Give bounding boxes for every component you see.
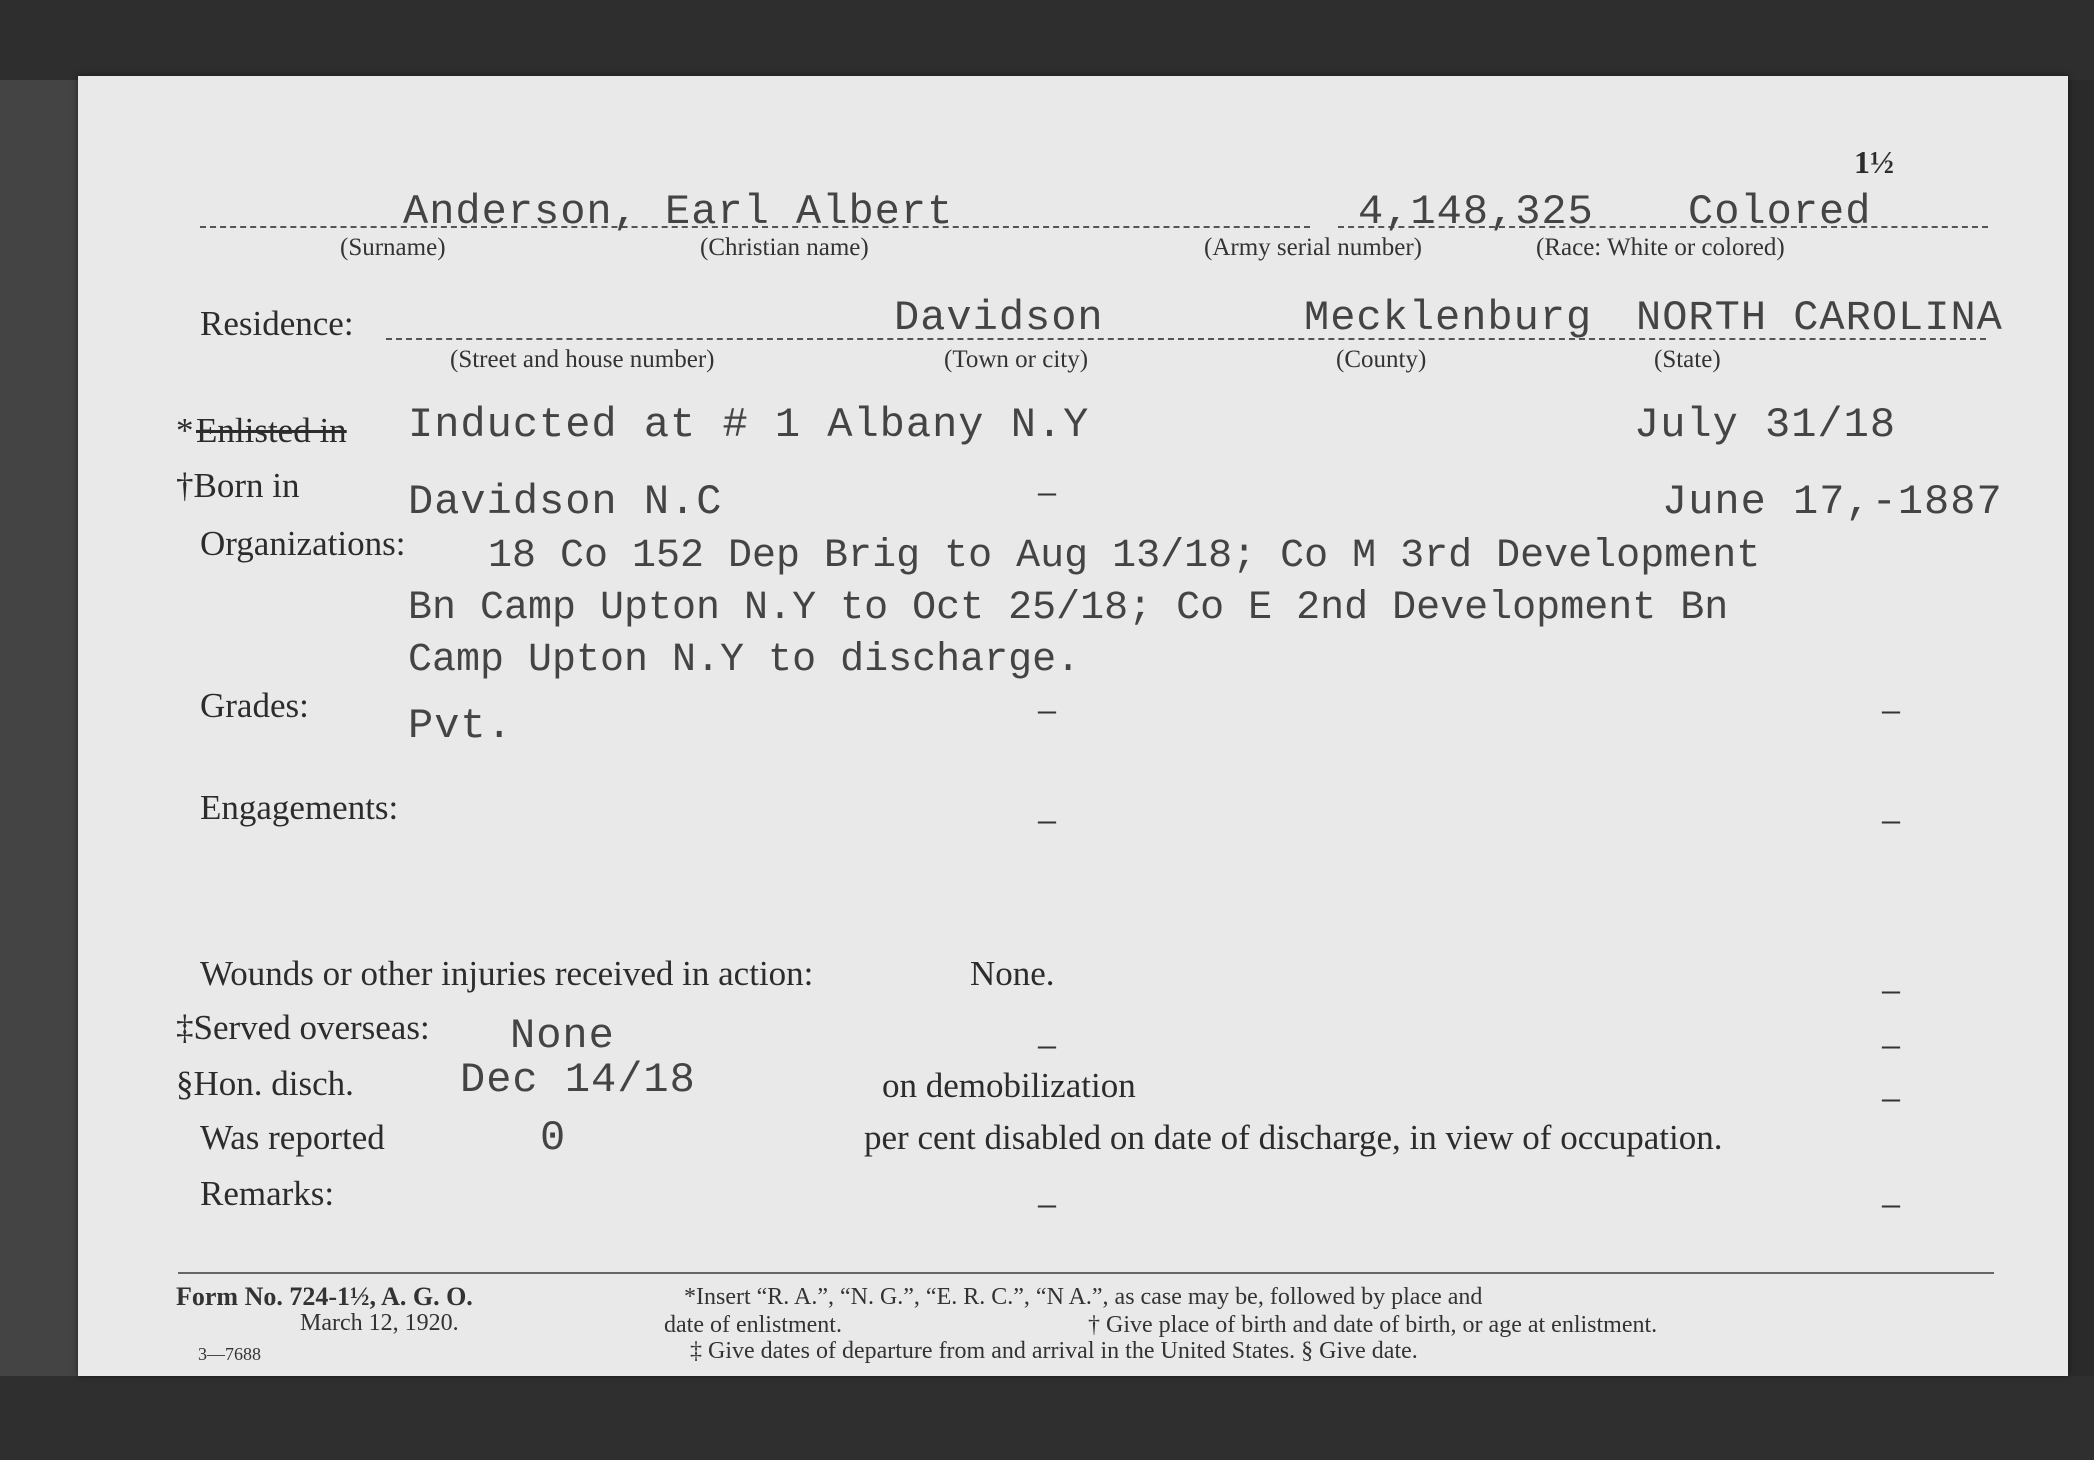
surname-caption: (Surname) (340, 234, 446, 261)
enlisted-label: Enlisted in (196, 411, 347, 450)
wounds-label: Wounds or other injuries received in action: (200, 954, 814, 993)
wounds-dash: — (1882, 976, 1901, 1010)
born-dash: — (1038, 478, 1057, 512)
discharge-dash: — (1882, 1084, 1901, 1118)
footnote-insert: *Insert “R. A.”, “N. G.”, “E. R. C.”, “N A.”, as case may be, followed by place and (684, 1284, 1483, 1310)
footnote-birth: † Give place of birth and date of birth, or age at enlistment. (1088, 1312, 1658, 1338)
scan-border-top (0, 0, 2094, 80)
print-number: 3—7688 (198, 1344, 261, 1364)
residence-town: Davidson (894, 294, 1104, 342)
birth-date: June 17,-1887 (1662, 478, 2003, 526)
residence-label: Residence: (200, 304, 354, 343)
engagements-label: Engagements: (200, 788, 399, 827)
county-caption: (County) (1336, 346, 1427, 373)
state-caption: (State) (1654, 346, 1721, 373)
town-caption: (Town or city) (944, 346, 1089, 373)
born-label: †Born in (176, 466, 300, 505)
grades-label: Grades: (200, 686, 309, 725)
remarks-dash-middle: — (1038, 1190, 1057, 1224)
race-caption: (Race: White or colored) (1536, 234, 1785, 261)
overseas-dash-right: — (1882, 1031, 1901, 1065)
form-fraction: 1½ (1854, 144, 1894, 180)
discharge-date: Dec 14/18 (460, 1056, 696, 1104)
street-caption: (Street and house number) (450, 346, 715, 373)
discharge-note: on demobilization (882, 1066, 1136, 1105)
christian-name-caption: (Christian name) (700, 234, 869, 261)
organizations-label: Organizations: (200, 524, 406, 563)
remarks-label: Remarks: (200, 1174, 335, 1213)
race-value: Colored (1688, 188, 1872, 236)
footnote-overseas: ‡ Give dates of departure from and arrival in the United States. § Give date. (690, 1338, 1418, 1364)
birth-place: Davidson N.C (408, 478, 723, 526)
engagements-dash-right: — (1882, 806, 1901, 840)
service-record-card (78, 76, 2068, 1376)
reported-value: 0 (540, 1114, 567, 1162)
soldier-name: Anderson, Earl Albert (403, 188, 954, 236)
reported-note: per cent disabled on date of discharge, in view of occupation. (864, 1118, 1723, 1157)
organization-line-2: Bn Camp Upton N.Y to Oct 25/18; Co E 2nd Development Bn (408, 586, 1729, 631)
form-number: Form No. 724-1½, A. G. O. (176, 1282, 473, 1311)
form-date: March 12, 1920. (300, 1310, 459, 1336)
residence-state: NORTH CAROLINA (1636, 294, 2003, 342)
grade-value: Pvt. (408, 702, 513, 750)
discharge-label: §Hon. disch. (176, 1064, 354, 1103)
engagements-dash-middle: — (1038, 806, 1057, 840)
footer-rule (178, 1272, 1994, 1274)
remarks-dash-right: — (1882, 1190, 1901, 1224)
overseas-label: ‡Served overseas: (176, 1008, 430, 1047)
residence-county: Mecklenburg (1304, 294, 1593, 342)
serial-caption: (Army serial number) (1204, 234, 1422, 261)
wounds-value: None. (970, 954, 1055, 993)
scan-border-bottom (0, 1376, 2094, 1460)
organization-line-1: 18 Co 152 Dep Brig to Aug 13/18; Co M 3rd Development (488, 534, 1761, 579)
enlisted-asterisk: * (176, 411, 194, 450)
overseas-value: None (510, 1012, 615, 1060)
grades-dash-middle: — (1038, 696, 1057, 730)
reported-label: Was reported (200, 1118, 385, 1157)
scan-border-right (2068, 80, 2094, 1380)
grades-dash-right: — (1882, 696, 1901, 730)
induction-place: Inducted at # 1 Albany N.Y (408, 401, 1090, 449)
serial-number: 4,148,325 (1358, 188, 1594, 236)
scan-border-left (0, 80, 78, 1380)
organization-line-3: Camp Upton N.Y to discharge. (408, 638, 1081, 683)
overseas-dash-middle: — (1038, 1031, 1057, 1065)
induction-date: July 31/18 (1634, 401, 1897, 449)
footnote-insert-cont: date of enlistment. (664, 1312, 842, 1338)
